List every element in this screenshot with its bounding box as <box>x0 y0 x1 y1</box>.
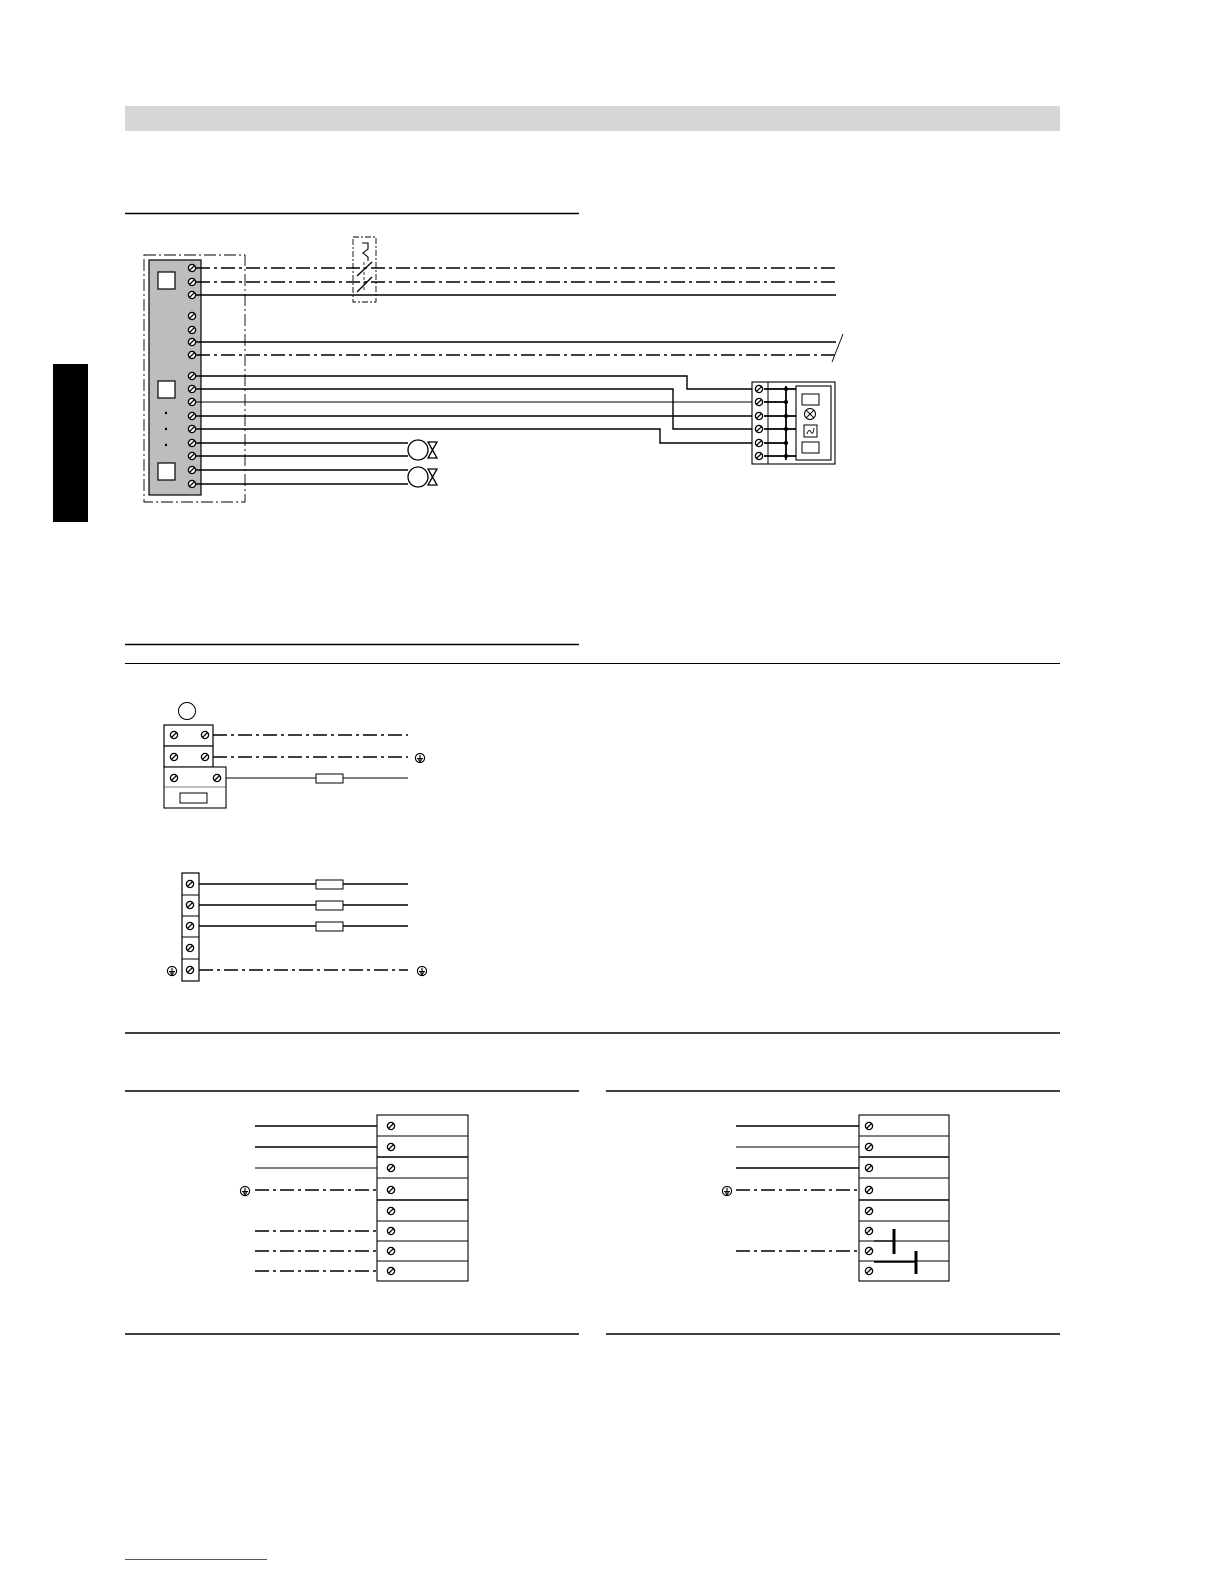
valve-lines <box>196 443 408 484</box>
earth-ground-icon <box>417 966 426 975</box>
single-phase-terminal-block <box>164 703 425 809</box>
signal-lamp-icon <box>805 409 816 420</box>
three-phase-terminal-block <box>167 873 426 981</box>
relay-icon <box>802 394 819 405</box>
fuse-icon <box>316 880 343 889</box>
supply-lines <box>196 268 836 295</box>
control-unit <box>752 382 835 464</box>
bus-lines <box>196 334 843 362</box>
control-unit-lines <box>196 376 756 443</box>
marker-circle <box>179 703 196 720</box>
solenoid-valve-icon <box>408 467 437 487</box>
solenoid-valve-icon <box>408 440 437 460</box>
fuse-icon <box>316 922 343 931</box>
fuse-icon <box>316 901 343 910</box>
board-module-2 <box>158 381 175 398</box>
fuse-icon <box>316 774 343 783</box>
controller-terminal-strip <box>188 264 195 487</box>
earth-ground-icon <box>167 966 176 975</box>
main-wiring-diagram <box>144 237 843 502</box>
output-module-icon <box>802 442 819 453</box>
board-module-1 <box>158 272 175 289</box>
left-terminal-strip <box>240 1115 468 1281</box>
earth-ground-icon <box>415 753 424 762</box>
board-module-3 <box>158 463 175 480</box>
earth-ground-icon <box>240 1186 249 1195</box>
header-band <box>125 106 1060 131</box>
right-terminal-strip <box>722 1115 949 1281</box>
thermostat-icon <box>804 425 817 437</box>
side-tab <box>53 364 88 522</box>
main-switch-icon <box>353 237 376 302</box>
earth-ground-icon <box>722 1186 731 1195</box>
